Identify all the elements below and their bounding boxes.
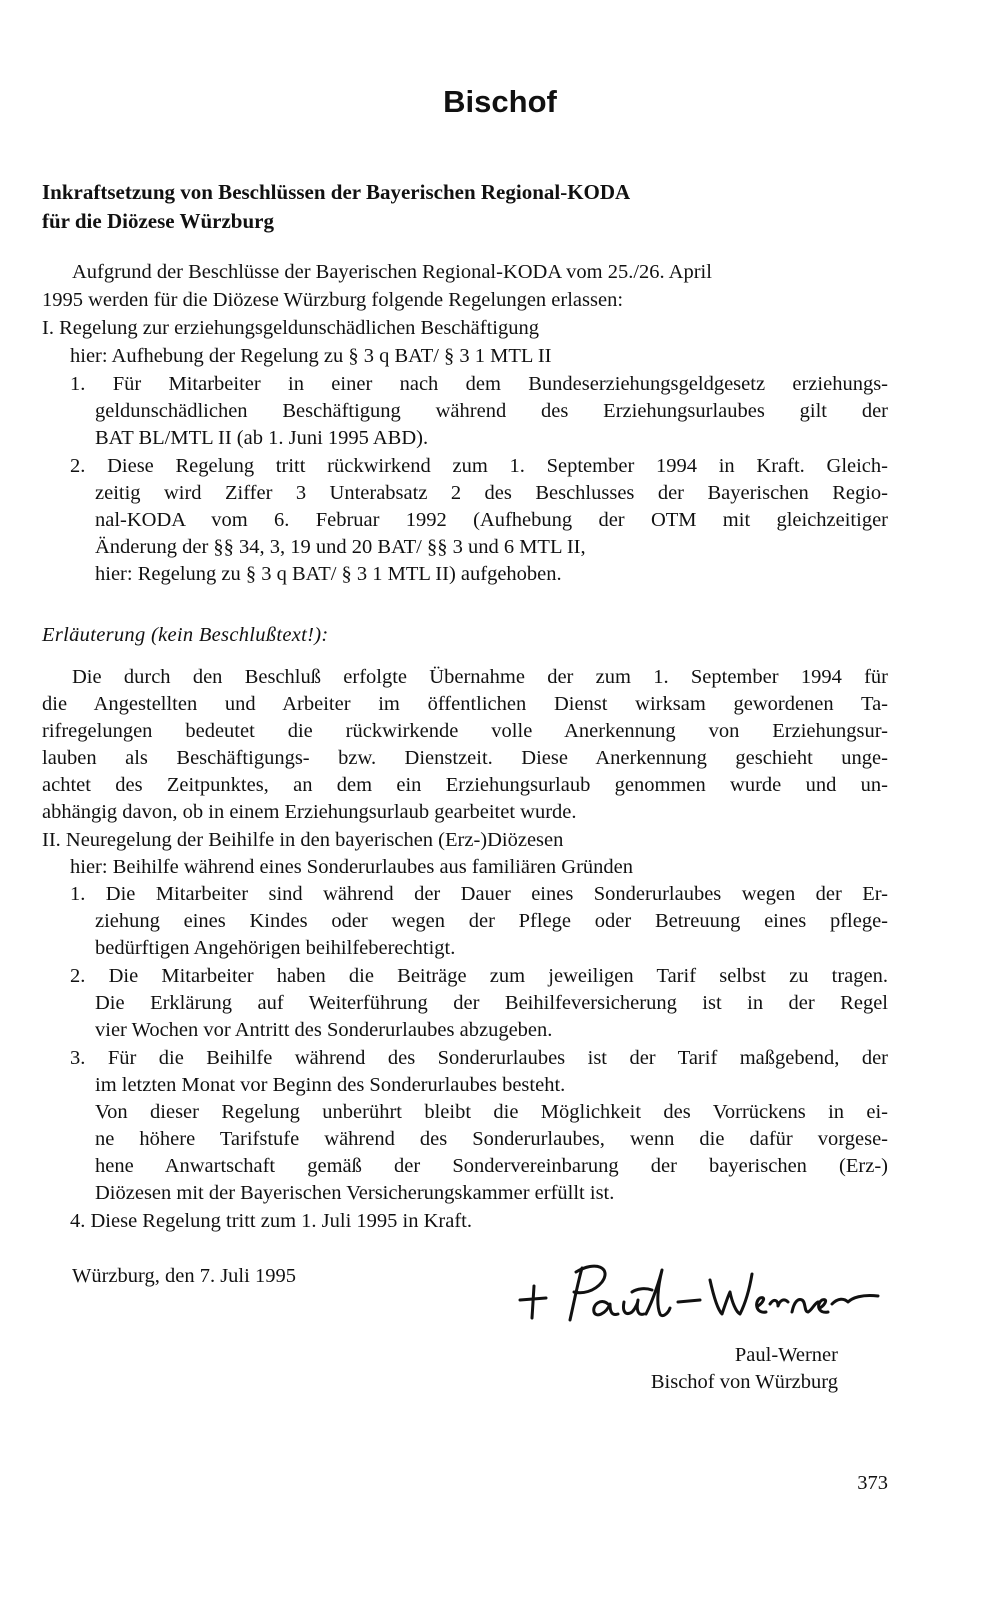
- explanation-line: abhängig davon, ob in einem Erziehungsurlaub gearbeitet wurde.: [42, 801, 577, 823]
- section-2-item-3-line: Diözesen mit der Bayerischen Versicherungskammer erfüllt ist.: [95, 1182, 615, 1204]
- section-2-item-1-line: bedürftigen Angehörigen beihilfeberechtigt.: [95, 937, 456, 959]
- handwritten-signature: [512, 1258, 892, 1336]
- section-2-item-3-line: ne höhere Tarifstufe während des Sonderurlaubes, wenn die dafür vorgese-: [95, 1128, 888, 1150]
- intro-line-1: Aufgrund der Beschlüsse der Bayerischen Regional-KODA vom 25./26. April: [72, 261, 712, 283]
- section-1-item-2-line: 2. Diese Regelung tritt rückwirkend zum 1. September 1994 in Kraft. Gleich-: [70, 455, 888, 477]
- explanation-line: lauben als Beschäftigungs- bzw. Dienstzeit. Diese Anerkennung geschieht unge-: [42, 747, 888, 769]
- section-2-subheading: hier: Beihilfe während eines Sonderurlaubes aus familiären Gründen: [70, 856, 633, 878]
- explanation-line: die Angestellten und Arbeiter im öffentlichen Dienst wirksam gewordenen Ta-: [42, 693, 888, 715]
- section-1-heading: I. Regelung zur erziehungsgeldunschädlichen Beschäftigung: [42, 317, 539, 339]
- section-2-item-3-line: im letzten Monat vor Beginn des Sonderurlaubes besteht.: [95, 1074, 566, 1096]
- section-1-item-1-line: geldunschädlichen Beschäftigung während des Erziehungsurlaubes gilt der: [95, 400, 888, 422]
- intro-line-2: 1995 werden für die Diözese Würzburg folgende Regelungen erlassen:: [42, 289, 624, 311]
- explanation-line: Die durch den Beschluß erfolgte Übernahme der zum 1. September 1994 für: [72, 666, 888, 688]
- section-2-item-4: 4. Diese Regelung tritt zum 1. Juli 1995 in Kraft.: [70, 1210, 472, 1232]
- page-number: 373: [857, 1472, 888, 1494]
- section-2-item-3-line: 3. Für die Beihilfe während des Sonderurlaubes ist der Tarif maßgebend, der: [70, 1047, 888, 1069]
- section-2-item-2-line: Die Erklärung auf Weiterführung der Beihilfeversicherung ist in der Regel: [95, 992, 888, 1014]
- explanation-heading: Erläuterung (kein Beschlußtext!):: [42, 624, 329, 646]
- title-line-2: für die Diözese Würzburg: [42, 209, 274, 233]
- title-line-1: Inkraftsetzung von Beschlüssen der Bayerischen Regional-KODA: [42, 180, 631, 204]
- place-date: Würzburg, den 7. Juli 1995: [72, 1265, 296, 1287]
- document-title: [42, 178, 630, 236]
- signatory-title: Bischof von Würzburg: [650, 1371, 838, 1393]
- section-1-item-2-line: Änderung der §§ 34, 3, 19 und 20 BAT/ §§ 3 und 6 MTL II,: [95, 536, 586, 558]
- section-1-item-2-line: zeitig wird Ziffer 3 Unterabsatz 2 des Beschlusses der Bayerischen Regio-: [95, 482, 888, 504]
- section-1-item-1-line: BAT BL/MTL II (ab 1. Juni 1995 ABD).: [95, 427, 429, 449]
- section-1-item-2-line: nal-KODA vom 6. Februar 1992 (Aufhebung der OTM mit gleichzeitiger: [95, 509, 888, 531]
- signatory-name: Paul-Werner: [734, 1344, 838, 1366]
- section-2-item-3-line: Von dieser Regelung unberührt bleibt die Möglichkeit des Vorrückens in ei-: [95, 1101, 888, 1123]
- section-2-item-2-line: vier Wochen vor Antritt des Sonderurlaubes abzugeben.: [95, 1019, 553, 1041]
- page-heading: Bischof: [443, 84, 557, 119]
- explanation-line: rifregelungen bedeutet die rückwirkende volle Anerkennung von Erziehungsur-: [42, 720, 888, 742]
- section-1-subheading: hier: Aufhebung der Regelung zu § 3 q BAT/ § 3 1 MTL II: [70, 345, 552, 367]
- section-2-item-3-line: hene Anwartschaft gemäß der Sondervereinbarung der bayerischen (Erz-): [95, 1155, 888, 1177]
- section-2-item-1-line: 1. Die Mitarbeiter sind während der Dauer eines Sonderurlaubes wegen der Er-: [70, 883, 888, 905]
- section-1-item-2-line: hier: Regelung zu § 3 q BAT/ § 3 1 MTL II) aufgehoben.: [95, 563, 562, 585]
- section-2-item-2-line: 2. Die Mitarbeiter haben die Beiträge zum jeweiligen Tarif selbst zu tragen.: [70, 965, 888, 987]
- section-1-item-1-line: 1. Für Mitarbeiter in einer nach dem Bundeserziehungsgeldgesetz erziehungs-: [70, 373, 888, 395]
- section-2-heading: II. Neuregelung der Beihilfe in den bayerischen (Erz-)Diözesen: [42, 829, 564, 851]
- section-2-item-1-line: ziehung eines Kindes oder wegen der Pflege oder Betreuung eines pflege-: [95, 910, 888, 932]
- explanation-line: achtet des Zeitpunktes, an dem ein Erziehungsurlaub genommen wurde und un-: [42, 774, 888, 796]
